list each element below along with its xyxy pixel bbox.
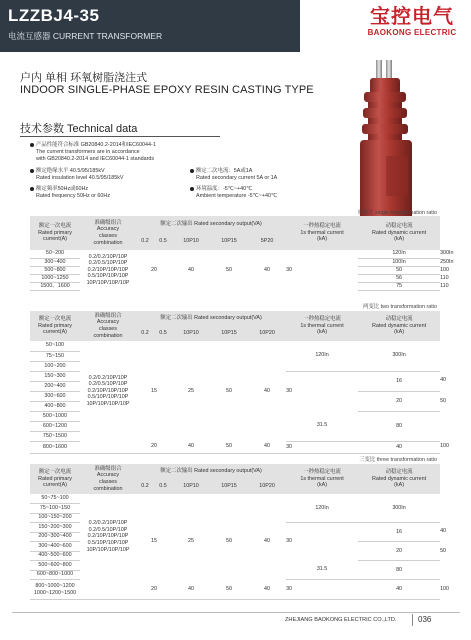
- output-cell: 50: [210, 523, 248, 561]
- table-three-ratio: 额定一次电流 Rated primary current(A) 准确级组合 Accuracy classes combination 额定二次输出 Rated secondary output(VA) 一秒热稳定电流 1s thermal current (kA) 动稳定电流 Rated dynamic current (kA) 0.2 0.5 10P10 10P15 10P20 50~75~100 0.2/0.2/10P/10P 0.2/0.5/10P/10P 0.2/10P/10P/10P 0.5/10P/10P/10P 10P/10P/10P/10P 120In 300In 75~100~150 100~150~200 150~200~300 15 25 50 40 30 16 40 200~300~400 300~400~600 20 50 400~500~600 500~600~800 31.5 80 600~800~1000 800~1000~1200 1000~1200~1500 20 40 50 40 30 40 100: [30, 464, 440, 600]
- thermal-cell: 40: [358, 580, 440, 600]
- primary-cell: 300~400~600: [30, 542, 80, 552]
- spec-standard: 产品性能符合标准 GB20840.2-2014和IEC60044-1 The current transformers are in accordance with GB20840.2-2014 and IEC60044-1 standards: [36, 142, 316, 163]
- header-band: [0, 0, 300, 52]
- ratio-label-two: 两变比 two transformation ratio: [363, 304, 437, 310]
- col-accuracy: 准确级组合 Accuracy classes combination: [80, 216, 136, 250]
- class-header: 10P15: [210, 479, 248, 494]
- primary-cell: 500~800: [30, 266, 80, 274]
- section-title-en: INDOOR SINGLE-PHASE EPOXY RESIN CASTING TYPE: [20, 84, 314, 96]
- tech-data-title: 技术参数 Technical data: [20, 123, 138, 135]
- output-cell: 30: [286, 371, 358, 411]
- thermal-cell: 31.5: [286, 411, 358, 441]
- output-cell: 50: [210, 580, 248, 600]
- col-accuracy: 准确级组合 Accuracy classes combination: [80, 464, 136, 494]
- page-number: 036: [418, 615, 432, 624]
- output-cell: 15: [136, 523, 172, 561]
- class-header: 10P10: [172, 326, 210, 341]
- primary-cell: 150~300: [30, 371, 80, 381]
- thermal-cell: 16: [358, 523, 440, 542]
- primary-cell: 75~150: [30, 351, 80, 361]
- output-cell: 30: [286, 523, 358, 561]
- class-header: 5P20: [248, 233, 286, 250]
- dynamic-cell: 300In: [358, 494, 440, 523]
- output-cell: 40: [248, 250, 286, 290]
- primary-cell: 500~600~800: [30, 561, 80, 571]
- primary-cell: 400~500~600: [30, 551, 80, 561]
- output-cell: 50: [210, 371, 248, 411]
- primary-cell: 750~1500: [30, 431, 80, 441]
- primary-cell: 1000~1250: [30, 274, 80, 282]
- class-header: 0.5: [154, 326, 172, 341]
- primary-cell: 300~400: [30, 258, 80, 266]
- output-cell: 40: [172, 580, 210, 600]
- thermal-cell: 20: [358, 542, 440, 561]
- primary-cell: 50~100: [30, 341, 80, 351]
- col-accuracy: 准确级组合 Accuracy classes combination: [80, 311, 136, 341]
- col-dynamic: 动稳定电流 Rated dynamic current (kA): [358, 464, 440, 494]
- primary-cell: 300~600: [30, 391, 80, 401]
- brand-logo: [360, 6, 464, 37]
- col-dynamic: 动稳定电流 Rated dynamic current (kA): [358, 311, 440, 341]
- thermal-cell: 16: [358, 371, 440, 391]
- divider: [20, 136, 220, 137]
- output-cell: 40: [172, 250, 210, 290]
- primary-cell: 50~200: [30, 250, 80, 258]
- primary-cell: 200~400: [30, 381, 80, 391]
- spec-insulation: 额定绝缘水平 40.5/95/185kV Rated insulation level 40.5/95/185kV: [36, 168, 186, 182]
- class-header: 10P15: [210, 233, 248, 250]
- thermal-cell: 120In: [358, 250, 440, 258]
- thermal-cell: 31.5: [286, 561, 358, 580]
- thermal-cell: 20: [358, 391, 440, 411]
- primary-cell: 400~800: [30, 401, 80, 411]
- primary-cell: 500~1000: [30, 411, 80, 421]
- class-header: 0.2: [136, 326, 154, 341]
- class-header: 10P10: [172, 233, 210, 250]
- col-dynamic: 动稳定电流 Rated dynamic current (kA): [358, 216, 440, 250]
- logo-en: BAOKONG ELECTRIC: [367, 28, 457, 37]
- footer-company: ZHEJIANG BAOKONG ELECTRIC CO.,LTD.: [285, 617, 397, 623]
- class-header: 10P20: [248, 479, 286, 494]
- class-header: 0.2: [136, 233, 154, 250]
- output-cell: 20: [136, 580, 172, 600]
- output-cell: 30: [286, 580, 358, 600]
- class-header: 0.5: [154, 233, 172, 250]
- footer-separator: [412, 614, 413, 626]
- model-subtitle: 电流互感器 CURRENT TRANSFORMER: [8, 31, 163, 41]
- page-header: [0, 0, 471, 52]
- spec-secondary-current: 额定二次电流：5A或1A Rated secondary current 5A or 1A: [196, 168, 346, 182]
- col-output: 额定二次输出 Rated secondary output(VA): [136, 311, 286, 326]
- output-cell: 40: [248, 523, 286, 561]
- dynamic-cell: 80: [358, 411, 440, 441]
- accuracy-cell: 0.2/0.2/10P/10P 0.2/0.5/10P/10P 0.2/10P/10P/10P 0.5/10P/10P/10P 10P/10P/10P/10P: [80, 250, 136, 290]
- col-primary: 额定一次电流 Rated primary current(A): [30, 311, 80, 341]
- col-thermal: 一秒热稳定电流 1s thermal current (kA): [286, 311, 358, 341]
- col-output: 额定二次输出 Rated secondary output(VA): [136, 464, 286, 479]
- thermal-cell: 56: [358, 274, 440, 282]
- primary-cell: 600~800~1000: [30, 570, 80, 580]
- output-cell: 30: [286, 441, 358, 453]
- col-output: 额定二次输出 Rated secondary output(VA): [136, 216, 286, 233]
- col-primary: 额定一次电流 Rated primary current(A): [30, 216, 80, 250]
- col-thermal: 一秒热稳定电流 1s thermal current (kA): [286, 216, 358, 250]
- section-title-cn: 户内 单相 环氧树脂浇注式: [20, 72, 148, 84]
- table-two-ratio: 额定一次电流 Rated primary current(A) 准确级组合 Accuracy classes combination 额定二次输出 Rated secondary output(VA) 一秒热稳定电流 1s thermal current (kA) 动稳定电流 Rated dynamic current (kA) 0.2 0.5 10P10 10P15 10P20 50~100 0.2/0.2/10P/10P 0.2/0.5/10P/10P 0.2/10P/10P/10P 0.5/10P/10P/10P 10P/10P/10P/10P 120In 300In 75~150 100~200 150~300 15 25 50 40 30 16 40 200~400 300~600 20 50 400~800 500~1000 31.5 80 600~1200 750~1500 800~1600 20 40 50 40 30 40 100: [30, 311, 440, 454]
- primary-cell: 800~1600: [30, 441, 80, 453]
- output-cell: 15: [136, 371, 172, 411]
- output-cell: 40: [248, 441, 286, 453]
- primary-cell: 75~100~150: [30, 504, 80, 514]
- output-cell: 20: [136, 250, 172, 290]
- thermal-cell: 40: [358, 441, 440, 453]
- col-thermal: 一秒热稳定电流 1s thermal current (kA): [286, 464, 358, 494]
- dynamic-cell: 300In: [358, 341, 440, 371]
- primary-cell: 100~150~200: [30, 513, 80, 523]
- class-header: 10P20: [248, 326, 286, 341]
- class-header: 10P10: [172, 479, 210, 494]
- ratio-label-single: 单变比 single transformation ratio: [357, 210, 437, 216]
- table-single-ratio: 额定一次电流 Rated primary current(A) 准确级组合 Accuracy classes combination 额定二次输出 Rated secondary output(VA) 一秒热稳定电流 1s thermal current (kA) 动稳定电流 Rated dynamic current (kA) 0.2 0.5 10P10 10P15 5P20 50~200 0.2/0.2/10P/10P 0.2/0.5/10P/10P 0.2/10P/10P/10P 0.5/10P/10P/10P 10P/10P/10P/10P 20 40 50 40 30 120In 300In 300~400 100In 250In 500~800 50 100 1000~1250 56 110 1500、1600 75 110: [30, 216, 440, 291]
- thermal-cell: 100In: [358, 258, 440, 266]
- accuracy-cell: 0.2/0.2/10P/10P 0.2/0.5/10P/10P 0.2/10P/10P/10P 0.5/10P/10P/10P 10P/10P/10P/10P: [80, 341, 136, 441]
- output-cell: 50: [210, 250, 248, 290]
- col-primary: 额定一次电流 Rated primary current(A): [30, 464, 80, 494]
- thermal-cell: 50: [358, 266, 440, 274]
- logo-cn: 宝控电气: [370, 6, 454, 28]
- model-title: LZZBJ4-35: [8, 6, 100, 25]
- output-cell: 25: [172, 523, 210, 561]
- class-header: 0.2: [136, 479, 154, 494]
- output-cell: 40: [172, 441, 210, 453]
- primary-cell: 600~1200: [30, 421, 80, 431]
- output-cell: 25: [172, 371, 210, 411]
- primary-cell: 100~200: [30, 361, 80, 371]
- dynamic-cell: 80: [358, 561, 440, 580]
- thermal-cell: 120In: [286, 341, 358, 371]
- output-cell: 50: [210, 441, 248, 453]
- ratio-label-three: 三变比 three transformation ratio: [359, 457, 437, 463]
- accuracy-cell: 0.2/0.2/10P/10P 0.2/0.5/10P/10P 0.2/10P/10P/10P 0.5/10P/10P/10P 10P/10P/10P/10P: [80, 494, 136, 580]
- spec-temperature: 环境温度：-5℃~+40℃ Ambient temperature -5℃~+40℃: [196, 186, 346, 200]
- output-cell: 40: [248, 580, 286, 600]
- primary-cell: 50~75~100: [30, 494, 80, 504]
- primary-cell: 150~200~300: [30, 523, 80, 533]
- thermal-cell: 120In: [286, 494, 358, 523]
- primary-cell: 1500、1600: [30, 282, 80, 290]
- class-header: 0.5: [154, 479, 172, 494]
- output-cell: 40: [248, 371, 286, 411]
- primary-cell: 200~300~400: [30, 532, 80, 542]
- spec-frequency: 额定频率50Hz或60Hz Rated frequency 50Hz or 60Hz: [36, 186, 186, 200]
- output-cell: 20: [136, 441, 172, 453]
- class-header: 10P15: [210, 326, 248, 341]
- thermal-cell: 75: [358, 282, 440, 290]
- primary-cell: 800~1000~1200 1000~1200~1500: [30, 580, 80, 600]
- footer-divider: [12, 612, 460, 613]
- output-cell: 30: [286, 250, 358, 290]
